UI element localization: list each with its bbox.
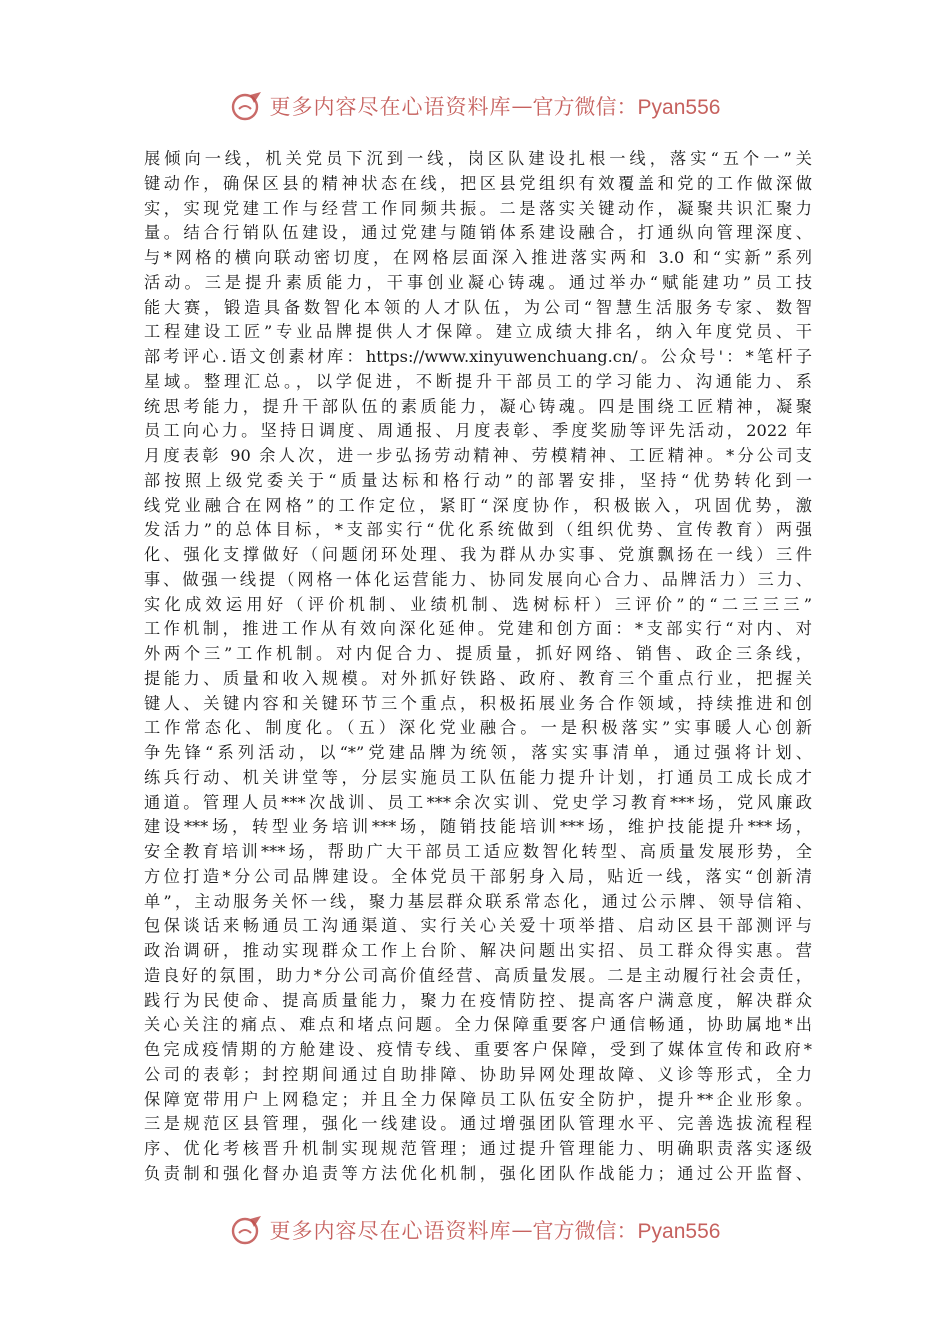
body-line: 公司的表彰；封控期间通过自助排障、协助异网处理故障、义诊等形式，全力 xyxy=(144,1064,812,1084)
body-line: 活动。三是提升素质能力，干事创业凝心铸魂。通过举办“赋能建功”员工技 xyxy=(144,272,812,292)
body-line: 关心关注的痛点、难点和堵点问题。全力保障重要客户通信畅通，协助属地*出 xyxy=(144,1015,812,1035)
body-line: 提能力、质量和收入规模。对外抓好铁路、政府、教育三个重点行业，把握关 xyxy=(144,668,812,688)
body-line: 建设***场，转型业务培训***场，随销技能培训***场，维护技能提升***场， xyxy=(144,817,812,837)
body-line: 化、强化支撑做好（问题闭环处理、我为群从办实事、党旗飘扬在一线）三件 xyxy=(144,545,812,564)
body-line: 练兵行动、机关讲堂等，分层实施员工队伍能力提升计划，打通员工成长成才 xyxy=(144,767,812,787)
body-line: 能大赛，锻造具备数智化本领的人才队伍，为公司“智慧生活服务专家、数智 xyxy=(144,297,812,317)
body-line: 统思考能力，提升干部队伍的素质能力，凝心铸魂。四是围绕工匠精神，凝聚 xyxy=(144,396,812,416)
book-pen-logo-icon xyxy=(230,89,264,123)
body-line: 外两个三”工作机制。对内促合力、提质量，抓好网络、销售、政企三条线， xyxy=(144,644,812,663)
body-line: 键动作，确保区县的精神状态在线，把区县党组织有效覆盖和党的工作做深做 xyxy=(144,173,812,193)
body-line: 负责制和强化督办追责等方法优化机制，强化团队作战能力；通过公开监督、 xyxy=(144,1163,812,1183)
body-line: 单”，主动服务关怀一线，聚力基层群众联系常态化，通过公示牌、领导信箱、 xyxy=(144,891,812,911)
watermark-text: 更多内容尽在心语资料库 xyxy=(269,1219,512,1243)
body-line: 部考评心.语文创素材库：https://www.xinyuwenchuang.cn/。公众号'：*笔杆子 xyxy=(144,347,812,366)
body-line: 保障宽带用户上网稳定；并且全力保障员工队伍安全防护，提升**企业形象。 xyxy=(144,1089,812,1109)
body-line: 键人、关键内容和关键环节三个重点，积极拓展业务合作领域，持续推进和创 xyxy=(144,693,812,713)
watermark-contact: 官方微信：Pyan556 xyxy=(532,96,721,119)
body-line: 实，实现党建工作与经营工作同频共振。二是落实关键动作，凝聚共识汇聚力 xyxy=(144,198,812,218)
body-line: 实化成效运用好（评价机制、业绩机制、选树标杆）三评价”的“二三三三” xyxy=(144,594,812,614)
body-line: 色完成疫情期的方舱建设、疫情专线、重要客户保障，受到了媒体宣传和政府* xyxy=(144,1040,812,1059)
body-line: 争先锋“系列活动，以“*”党建品牌为统领，落实实事清单，通过强将计划、 xyxy=(144,743,812,762)
body-line: 方位打造*分公司品牌建设。全体党员干部躬身入局，贴近一线，落实“创新清 xyxy=(144,866,812,886)
body-line: 部按照上级党委关于“质量达标和格行动”的部署安排，坚持“优势转化到一 xyxy=(144,470,812,490)
watermark-banner-bottom xyxy=(0,1208,950,1252)
body-line: 展倾向一线，机关党员下沉到一线，岗区队建设扎根一线，落实“五个一”关 xyxy=(144,149,812,168)
body-line: 工程建设工匠”专业品牌提供人才保障。建立成绩大排名，纳入年度党员、干 xyxy=(144,322,812,342)
body-line: 政治调研，推动实现群众工作上台阶、解决问题出实招、员工群众得实惠。营 xyxy=(144,941,812,960)
watermark-contact: 官方微信：Pyan556 xyxy=(532,1220,721,1243)
book-pen-logo-icon xyxy=(230,1213,264,1247)
document-body xyxy=(144,147,812,1187)
body-line: 工作机制，推进工作从有效向深化延伸。党建和创方面：*支部实行“对内、对 xyxy=(144,619,812,639)
watermark-separator: — xyxy=(511,94,533,118)
body-line: 安全教育培训***场，帮助广大干部员工适应数智化转型、高质量发展形势，全 xyxy=(144,842,812,861)
body-line: 员工向心力。坚持日调度、周通报、月度表彰、季度奖励等评先活动，2022 年 xyxy=(144,421,812,441)
body-line: 包保谈话来畅通员工沟通渠道、实行关心关爱十项举措、启动区县干部测评与 xyxy=(144,916,812,936)
body-line: 与*网格的横向联动密切度，在网格层面深入推进落实两和 3.0 和“实新”系列 xyxy=(144,248,812,267)
watermark-banner-top xyxy=(0,84,950,128)
body-line: 线党业融合在网格”的工作定位，紧盯“深度协作，积极嵌入，巩固优势，激 xyxy=(144,495,812,515)
watermark-separator: — xyxy=(511,1218,533,1242)
body-line: 三是规范区县管理，强化一线建设。通过增强团队管理水平、完善选拔流程程 xyxy=(144,1114,812,1134)
body-line: 事、做强一线提（网格一体化运营能力、协同发展向心合力、品牌活力）三力、 xyxy=(144,569,812,589)
body-line: 星域。整理汇总。，以学促进，不断提升干部员工的学习能力、沟通能力、系 xyxy=(144,371,812,391)
body-line: 践行为民使命、提高质量能力，聚力在疫情防控、提高客户满意度，解决群众 xyxy=(144,990,812,1010)
body-line: 量。结合行销队伍建设，通过党建与随销体系建设融合，打通纵向管理深度、 xyxy=(144,223,812,243)
body-line: 造良好的氛围，助力*分公司高价值经营、高质量发展。二是主动履行社会责任， xyxy=(144,965,812,985)
body-line: 工作常态化、制度化。（五）深化党业融合。一是积极落实”实事暖人心创新 xyxy=(144,718,812,738)
body-line: 序、优化考核晋升机制实现规范管理；通过提升管理能力、明确职责落实逐级 xyxy=(144,1139,812,1158)
watermark-text: 更多内容尽在心语资料库 xyxy=(269,95,512,119)
body-line: 发活力”的总体目标，*支部实行“优化系统做到（组织优势、宣传教育）两强 xyxy=(144,520,812,540)
body-line: 通道。管理人员***次战训、员工***余次实训、党史学习教育***场，党风廉政 xyxy=(144,792,812,812)
body-line: 月度表彰 90 余人次，进一步弘扬劳动精神、劳模精神、工匠精神。*分公司支 xyxy=(144,446,812,465)
